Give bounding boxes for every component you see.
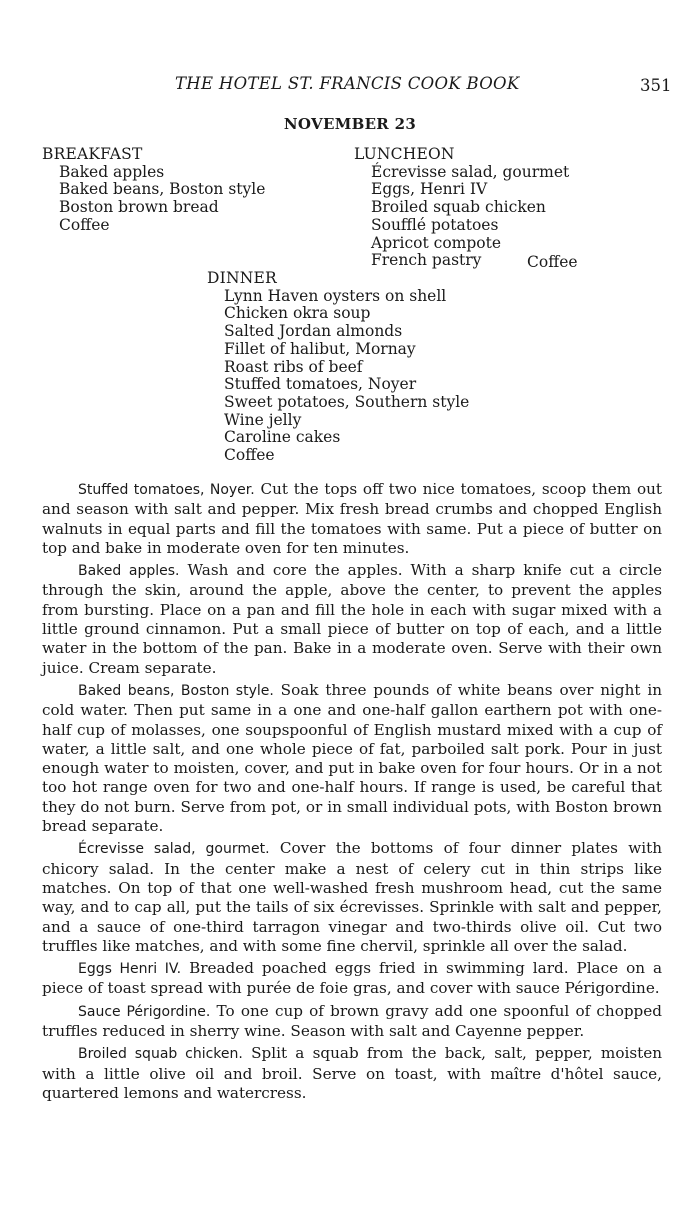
menu-item: Boston brown bread: [59, 198, 219, 217]
recipe-name: Écrevisse salad, gourmet.: [78, 841, 270, 858]
menu-item: Eggs, Henri IV: [371, 180, 488, 199]
menu-item: Roast ribs of beef: [224, 357, 363, 376]
menu-item: Fillet of halibut, Mornay: [224, 339, 416, 358]
recipe-paragraph: [42, 1044, 662, 1103]
page-number: 351: [640, 76, 672, 95]
recipe-name: Baked beans, Boston style.: [78, 682, 274, 699]
recipe-name: Baked apples.: [78, 563, 180, 580]
dinner-title: DINNER: [207, 269, 277, 287]
menu-item: Caroline cakes: [224, 428, 341, 447]
recipe-paragraph: [42, 959, 662, 999]
recipe-paragraph: [42, 1002, 662, 1042]
menu-item: French pastry: [371, 251, 482, 270]
recipe-text: Cut the tops off two nice tomatoes, scoop them out and season with salt and pepper. Mix fresh bread crumbs and chopped English walnuts in equal parts and fill the tomatoes with same. Put a piece of butter on top and bake in moderate oven for ten minutes.: [42, 480, 662, 557]
luncheon-coffee-item: Coffee: [527, 253, 578, 271]
menu-item: Stuffed tomatoes, Noyer: [224, 375, 417, 394]
menu-item: Écrevisse salad, gourmet: [371, 162, 570, 181]
recipe-text: To one cup of brown gravy add one spoonful of chopped truffles reduced in sherry wine. Season with salt and Cayenne pepper.: [42, 1001, 662, 1041]
menu-item: Lynn Haven oysters on shell: [224, 286, 447, 305]
recipe-name: Broiled squab chicken.: [78, 1046, 243, 1063]
luncheon-title: LUNCHEON: [354, 145, 455, 163]
breakfast-title: BREAKFAST: [42, 145, 143, 163]
recipe-name: Eggs Henri IV.: [78, 961, 182, 978]
recipe-text: Soak three pounds of white beans over night in cold water. Then put same in a one and one-half gallon earthern pot with one-half cup of molasses, one soupspoonful of English mustard mixed with a cup of water, a little salt, and one whole piece of fat, parboiled salt pork. Pour in just enough water to moisten, cover, and put in bake oven for four hours. Or in a not too hot range oven for two and one-half hours. If range is used, be careful that they do not burn. Serve from pot, or in small individual pots, with Boston brown bread separate.: [42, 680, 662, 836]
recipe-text: Cover the bottoms of four dinner plates with chicory salad. In the center make a nest of celery cut in thin strips like matches. On top of that one well-washed fresh mushroom head, cut the same way, and to cap all, put the tails of six écrevisses. Sprinkle with salt and pepper, and a sauce of one-third tarragon vinegar and two-thirds olive oil. Cut two truffles like matches, and with some fine chervil, sprinkle all over the salad.: [42, 839, 662, 955]
recipe-section: [42, 480, 662, 1106]
running-title: THE HOTEL ST. FRANCIS COOK BOOK: [175, 74, 520, 93]
dinner-menu: [207, 270, 469, 465]
recipe-name: Stuffed tomatoes, Noyer.: [78, 482, 255, 498]
menu-item: Coffee: [59, 215, 110, 234]
recipe-paragraph: [42, 480, 662, 558]
recipe-paragraph: [42, 561, 662, 678]
menu-item: Chicken okra soup: [224, 304, 371, 323]
menu-item: Baked apples: [59, 162, 165, 181]
breakfast-menu: [42, 146, 265, 235]
recipe-text: Wash and core the apples. With a sharp knife cut a circle through the skin, around the apple, above the center, to prevent the apples from bursting. Place on a pan and fill the hole in each with sugar mixed with a little ground cinnamon. Put a small piece of butter on top of each, and a little water in the bottom of the pan. Bake in a moderate oven. Serve with their own juice. Cream separate.: [42, 561, 663, 677]
menu-item: Coffee: [224, 446, 275, 465]
recipe-paragraph: [42, 681, 662, 836]
recipe-name: Sauce Périgordine.: [78, 1003, 211, 1020]
recipe-text: Breaded poached eggs fried in swimming lard. Place on a piece of toast spread with purée de foie gras, and cover with sauce Périgordine.: [42, 959, 663, 998]
menu-item: Salted Jordan almonds: [224, 322, 403, 341]
menu-item: Sweet potatoes, Southern style: [224, 392, 470, 411]
recipe-text: Split a squab from the back, salt, pepper, moisten with a little olive oil and broil. Serve on toast, with maître d'hôtel sauce, quartered lemons and watercress.: [42, 1044, 662, 1102]
menu-item: Baked beans, Boston style: [59, 180, 266, 199]
luncheon-menu: [354, 146, 569, 270]
menu-item: Wine jelly: [224, 410, 302, 429]
menu-item: Broiled squab chicken: [371, 198, 546, 217]
page-header: [0, 74, 700, 98]
recipe-paragraph: [42, 839, 662, 956]
menu-item: Apricot compote: [371, 233, 502, 252]
date-heading: NOVEMBER 23: [283, 115, 417, 133]
menu-item: Soufflé potatoes: [371, 215, 499, 234]
